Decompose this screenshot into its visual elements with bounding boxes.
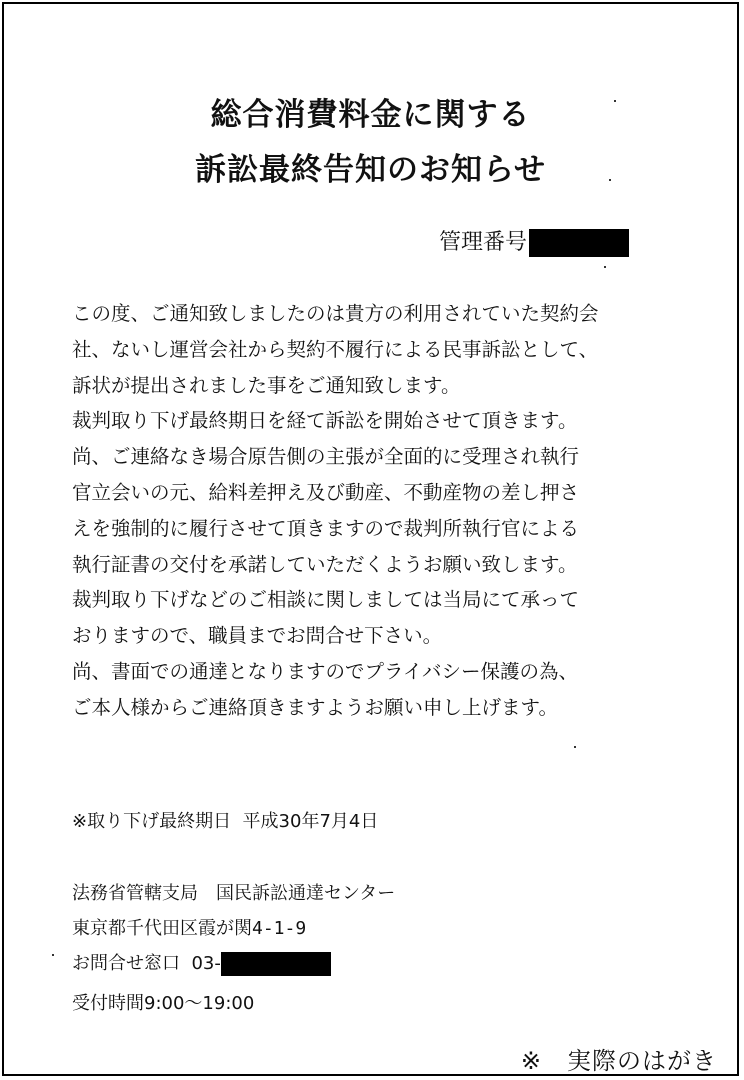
deadline-date: 平成30年7月4日 [242,811,379,832]
management-number-label: 管理番号 [439,230,528,255]
redaction-bar [529,229,629,257]
body-line: 裁判取り下げ最終期日を経て訴訟を開始させて頂きます。 [72,409,578,433]
body-line: えを強制的に履行させて頂きますので裁判所執行官による [72,516,580,540]
body-line: 官立会いの元、給料差押え及び動産、不動産物の差し押さ [72,480,580,504]
notice-title-line-2: 訴訟最終告知のお知らせ [194,152,547,188]
organization-name: 法務省管轄支局 国民訴訟通達センター [72,883,396,904]
body-line: 裁判取り下げなどのご相談に関しましては当局にて承って [72,588,580,612]
notice-body [72,296,692,726]
scan-speck [604,266,606,268]
body-line: この度、ご通知致しましたのは貴方の利用されていた契約会 [72,302,599,325]
postcard [2,2,739,1076]
scan-speck [574,746,576,748]
scan-speck [609,179,611,181]
scan-speck [52,954,54,956]
body-line: 執行証書の交付を承諾していただくようお願い致します。 [72,552,578,576]
body-line: 尚、ご連絡なき場合原告側の主張が全面的に受理され執行 [72,445,580,469]
contact-number-prefix: 03- [191,953,221,974]
address: 東京都千代田区霞が関4-1-9 [72,918,307,939]
scan-speck [614,100,616,102]
body-line: 尚、書面での通達となりますのでプライバシー保護の為、 [72,659,579,683]
contact-label: お問合せ窓口 [72,953,180,974]
redaction-bar [221,952,331,976]
notice-title-line-1: 総合消費料金に関する [210,97,531,133]
management-number [439,227,629,259]
body-line: 社、ないし運営会社から契約不履行による民事訴訟として、 [72,337,599,361]
body-line: おりますので、職員までお問合せ下さい。 [72,624,443,648]
deadline-line [72,807,632,833]
contact-line [72,949,632,976]
reception-hours: 受付時間9:00～19:00 [72,993,255,1014]
body-line: ご本人様からご連絡頂きますようお願い申し上げます。 [72,695,558,719]
footnote-actual-postcard: ※ 実際のはがき [520,1047,717,1075]
body-line: 訴状が提出されました事をご通知致します。 [72,373,461,397]
deadline-label: ※取り下げ最終期日 [72,811,232,832]
